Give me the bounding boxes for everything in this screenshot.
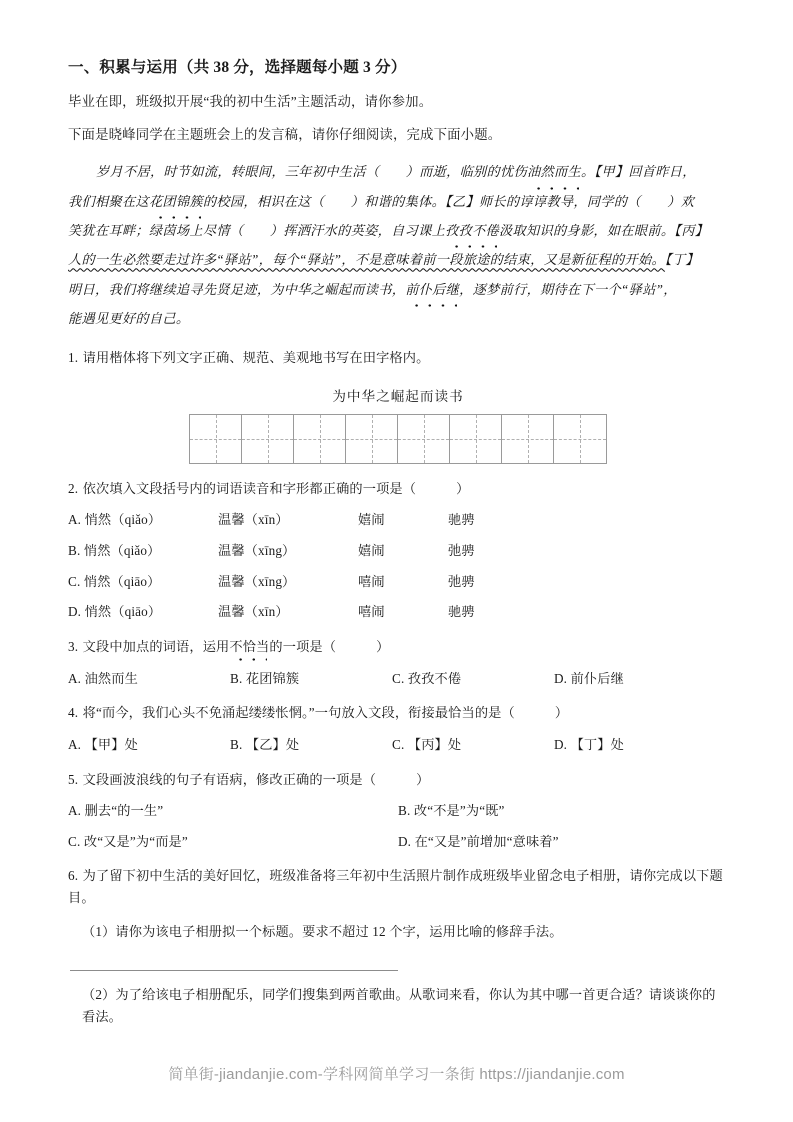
speech-text: 汲取知识的身影，如在眼前。【丙】: [499, 223, 709, 239]
option-b[interactable]: [398, 801, 728, 821]
option-text: 改“不是”为“既”: [413, 802, 505, 818]
question-2-stem: [68, 478, 728, 499]
option-label: B.: [398, 802, 411, 818]
option-text: 嬉闹: [358, 511, 385, 527]
option-text: 弛骋: [448, 573, 475, 589]
option-b[interactable]: [230, 735, 392, 755]
option-d[interactable]: [554, 735, 716, 755]
speech-line-4: [68, 245, 728, 274]
option-text: 删去“的一生”: [84, 802, 164, 818]
option-row-q4[interactable]: [68, 735, 728, 755]
blank-bracket: [324, 194, 350, 209]
speech-text: 岁月不居，时节如流，转眼间，三年初中生活（: [96, 164, 380, 180]
grid-cell[interactable]: [242, 415, 294, 463]
blank-bracket: [379, 164, 405, 179]
option-text: 【丁】处: [570, 736, 624, 752]
option-label: D.: [554, 670, 568, 686]
grid-cell[interactable]: [398, 415, 450, 463]
option-label: A.: [68, 736, 82, 752]
handwriting-target-text: 为中华之崛起而读书: [332, 388, 464, 404]
option-text: 嬉闹: [358, 542, 385, 558]
sub-question-label: （1）: [82, 924, 116, 940]
speech-text: ，逐梦前行，期待在下一个“驿站”，: [459, 281, 677, 297]
option-label-and-word[interactable]: [68, 541, 218, 561]
option-text: 悄然（qiǎo）: [83, 542, 161, 558]
emphasis-dotted-term: 花团锦簇: [149, 187, 203, 216]
option-row-d[interactable]: [68, 602, 728, 622]
option-label: A.: [68, 670, 82, 686]
sub-question-label: （2）: [82, 986, 116, 1002]
grid-cell[interactable]: [294, 415, 346, 463]
speech-line-1: [68, 157, 728, 186]
option-label: D.: [554, 736, 568, 752]
option-a[interactable]: [68, 801, 398, 821]
blank-bracket: [641, 194, 667, 209]
question-number: 1.: [68, 350, 79, 366]
footer-watermark: 简单街-jiandanjie.com-学科网简单学习一条街 https://jiandanjie.com: [168, 1066, 625, 1083]
grid-cell[interactable]: [346, 415, 398, 463]
page-content: [68, 58, 728, 1029]
speech-text: ）而逝，临别的忧伤: [405, 164, 528, 180]
option-text: 悄然（qiāo）: [83, 573, 161, 589]
question-text: 依次填入文段括号内的词语读音和字形都正确的一项是（ ）: [82, 480, 470, 496]
question-5-stem: [68, 769, 728, 790]
option-label: B.: [68, 542, 81, 558]
option-c[interactable]: [392, 669, 554, 689]
tianzige-grid-wrap: [68, 414, 728, 464]
option-row-q5-cd[interactable]: [68, 832, 728, 852]
sub-question-text: 为了给该电子相册配乐，同学们搜集到两首歌曲。从歌词来看，你认为其中哪一首更合适？请谈谈你的看法。: [82, 986, 716, 1025]
option-text: 温馨（xīng）: [218, 573, 296, 589]
option-label-and-word[interactable]: [68, 510, 218, 530]
option-text: 油然而生: [84, 670, 138, 686]
speech-text: ）欢: [667, 193, 695, 209]
option-text: 嘻闹: [358, 573, 385, 589]
blank-bracket: [243, 223, 269, 238]
option-label: C.: [392, 736, 405, 752]
option-text: 前仆后继: [570, 670, 624, 686]
question-text: 文段画波浪线的句子有语病，修改正确的一项是（ ）: [82, 771, 430, 787]
speech-text: 我们相聚在这: [68, 193, 149, 209]
option-label-and-word[interactable]: [68, 602, 218, 622]
sub-question-text: 请你为该电子相册拟一个标题。要求不超过 12 个字，运用比喻的修辞手法。: [115, 924, 563, 940]
question-6-sub-1: [68, 921, 728, 943]
answer-blank-line[interactable]: [70, 970, 398, 971]
option-text: 在“又是”前增加“意味着”: [414, 833, 559, 849]
option-text: 温馨（xīng）: [218, 542, 296, 558]
option-b[interactable]: [230, 669, 392, 689]
question-text: 文段中加点的词语，运用: [82, 639, 230, 655]
option-text: 驰骋: [448, 511, 475, 527]
option-text: 【丙】处: [407, 736, 462, 752]
option-row-q3[interactable]: [68, 669, 728, 689]
grid-cell[interactable]: [190, 415, 242, 463]
option-text: 温馨（xīn）: [218, 511, 289, 527]
question-6-stem: [68, 865, 728, 908]
emphasis-dotted-term: 前仆后继: [405, 275, 459, 304]
option-label: C.: [68, 833, 81, 849]
emphasis-dotted-term: 不恰当: [229, 636, 269, 657]
speech-text: 明日，我们将继续追寻先贤足迹，为中华之崛起而读书，: [68, 281, 406, 297]
question-4-stem: [68, 702, 728, 723]
option-d[interactable]: [554, 669, 716, 689]
option-label: D.: [68, 604, 82, 620]
option-a[interactable]: [68, 669, 230, 689]
option-label: A.: [68, 802, 82, 818]
grid-cell[interactable]: [502, 415, 554, 463]
speech-line-2: [68, 187, 728, 216]
option-label: B.: [230, 736, 243, 752]
intro-paragraph-2: 下面是晓峰同学在主题班会上的发言稿，请你仔细阅读，完成下面小题。: [68, 126, 502, 142]
option-text: 【甲】处: [84, 736, 138, 752]
option-label: C.: [392, 670, 405, 686]
speech-text: 【丁】: [665, 252, 699, 268]
option-d[interactable]: [398, 832, 728, 852]
option-c[interactable]: [68, 832, 398, 852]
question-text: 为了留下初中生活的美好回忆，班级准备将三年初中生活照片制作成班级毕业留念电子相册，请你完成以下题目。: [68, 868, 723, 905]
intro-paragraph-1: 毕业在即，班级拟开展“我的初中生活”主题活动，请你参加。: [68, 93, 433, 109]
option-label: A.: [68, 511, 82, 527]
speech-text: 笑犹在耳畔；绿茵场上尽情（: [68, 223, 244, 239]
option-label: D.: [398, 833, 412, 849]
emphasis-dotted-term: 孜孜不倦: [445, 216, 499, 245]
option-a[interactable]: [68, 735, 230, 755]
option-row-a[interactable]: [68, 510, 728, 530]
option-text: 温馨（xīn）: [218, 604, 289, 620]
speech-text: ）和谐的集体。【乙】师长的谆谆教导，同学的（: [350, 193, 641, 209]
option-text: 花团锦簇: [245, 670, 300, 686]
question-text: 请用楷体将下列文字正确、规范、美观地书写在田字格内。: [82, 350, 430, 366]
option-text: 【乙】处: [245, 736, 300, 752]
tianzige-grid[interactable]: [189, 414, 607, 464]
option-text: 改“又是”为“而是”: [83, 833, 188, 849]
question-1-stem: [68, 347, 728, 368]
speech-text: 的校园，相识在这（: [202, 193, 325, 209]
option-text: 悄然（qiāo）: [84, 604, 162, 620]
option-row-c[interactable]: [68, 572, 728, 592]
grid-cell[interactable]: [450, 415, 502, 463]
question-number: 2.: [68, 480, 79, 496]
speech-line-6: 能遇见更好的自己。: [68, 310, 190, 326]
question-6-sub-2: [68, 984, 728, 1029]
option-c[interactable]: [392, 735, 554, 755]
option-row-b[interactable]: [68, 541, 728, 561]
speech-line-5: [68, 275, 728, 304]
option-text: 悄然（qiǎo）: [84, 511, 162, 527]
emphasis-dotted-term: 油然而生: [527, 157, 581, 186]
option-text: 弛骋: [448, 542, 475, 558]
option-row-q5-ab[interactable]: [68, 801, 728, 821]
option-label: B.: [230, 670, 243, 686]
section-heading: 一、积累与运用（共 38 分，选择题每小题 3 分）: [68, 59, 407, 76]
option-text: 嘻闹: [358, 604, 385, 620]
question-number: 3.: [68, 639, 79, 655]
option-text: 孜孜不倦: [407, 670, 462, 686]
question-text: 将“而今，我们心头不免涌起缕缕怅惘。”一句放入文段，衔接最恰当的是（ ）: [82, 705, 569, 721]
wavy-underlined-sentence: 人的一生必然要走过许多“驿站”，每个“驿站”，不是意味着前一段旅途的结束，又是新征程的开始。: [68, 252, 666, 268]
question-text: 的一项是（ ）: [269, 639, 390, 655]
grid-cell[interactable]: [554, 415, 606, 463]
option-label: C.: [68, 573, 81, 589]
question-3-stem: [68, 636, 728, 657]
option-label-and-word[interactable]: [68, 572, 218, 592]
speech-passage: [68, 157, 728, 333]
question-number: 5.: [68, 771, 79, 787]
speech-text: ）挥洒汗水的英姿，自习课上: [269, 223, 446, 239]
speech-text: 。【甲】回首昨日，: [580, 164, 696, 180]
question-number: 6.: [68, 868, 79, 884]
option-text: 驰骋: [448, 604, 475, 620]
speech-line-3: [68, 216, 728, 245]
question-number: 4.: [68, 705, 79, 721]
